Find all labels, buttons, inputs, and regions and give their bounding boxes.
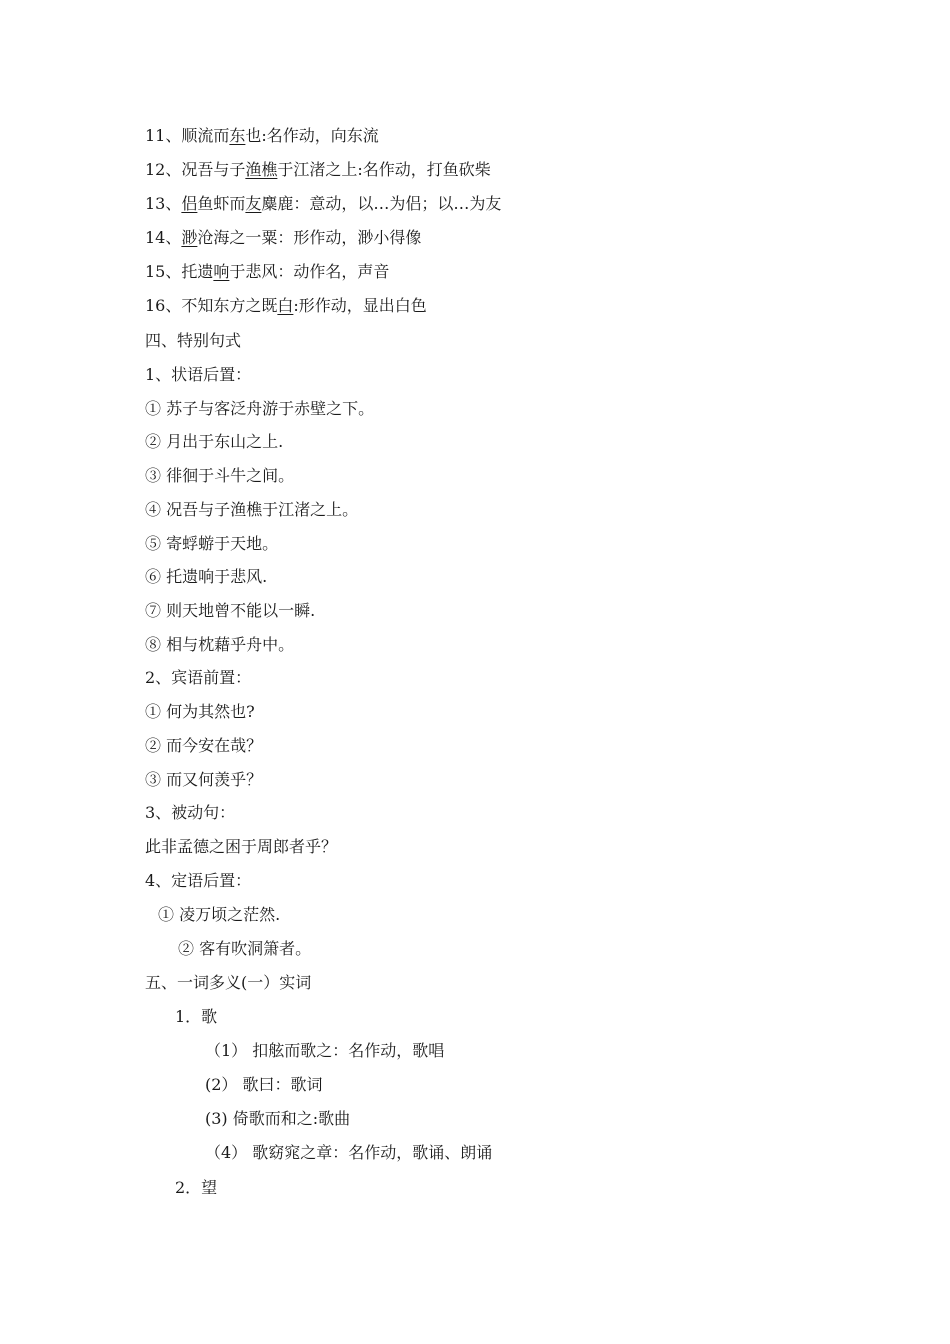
text-line: 14、渺沧海之一粟：形作动，渺小得像 (145, 228, 422, 247)
text-line: 16、不知东方之既白:形作动，显出白色 (145, 296, 427, 315)
subsection-heading: 4、定语后置： (145, 871, 252, 890)
list-item: ① 苏子与客泛舟游于赤壁之下。 (145, 399, 375, 418)
word-heading: 1．歌 (175, 1007, 218, 1026)
definition-item: （1） 扣舷而歌之：名作动，歌唱 (205, 1041, 445, 1060)
section-heading: 四、特别句式 (145, 331, 242, 350)
list-item: ① 凌万顷之茫然. (158, 905, 281, 924)
list-item: ④ 况吾与子渔樵于江渚之上。 (145, 500, 359, 519)
subsection-heading: 2、宾语前置： (145, 668, 252, 687)
list-item: ① 何为其然也? (145, 702, 255, 721)
text-line: 13、侣鱼虾而友麋鹿：意动，以…为侣；以…为友 (145, 194, 502, 213)
list-item: ⑤ 寄蜉蝣于天地。 (145, 534, 279, 553)
list-item: ⑦ 则天地曾不能以一瞬. (145, 601, 316, 620)
list-item: ⑥ 托遗响于悲风. (145, 567, 268, 586)
list-item: ② 而今安在哉？ (145, 736, 263, 755)
definition-item: (3) 倚歌而和之:歌曲 (205, 1109, 351, 1128)
definition-item: (2） 歌曰：歌词 (205, 1075, 323, 1094)
text-line: 12、况吾与子渔樵于江渚之上:名作动，打鱼砍柴 (145, 160, 491, 179)
list-item: ⑧ 相与枕藉乎舟中。 (145, 635, 295, 654)
list-item: 此非孟德之困于周郎者乎？ (145, 837, 338, 856)
list-item: ② 月出于东山之上. (145, 432, 284, 451)
text-line: 11、顺流而东也:名作动，向东流 (145, 126, 379, 145)
list-item: ③ 而又何羡乎？ (145, 770, 263, 789)
definition-item: （4） 歌窈窕之章：名作动，歌诵、朗诵 (205, 1143, 493, 1162)
subsection-heading: 1、状语后置： (145, 365, 252, 384)
list-item: ② 客有吹洞箫者。 (178, 939, 312, 958)
section-heading: 五、一词多义(一）实词 (145, 973, 312, 992)
text-line: 15、托遗响于悲风：动作名，声音 (145, 262, 390, 281)
word-heading: 2．望 (175, 1178, 218, 1197)
subsection-heading: 3、被动句： (145, 803, 236, 822)
list-item: ③ 徘徊于斗牛之间。 (145, 466, 295, 485)
